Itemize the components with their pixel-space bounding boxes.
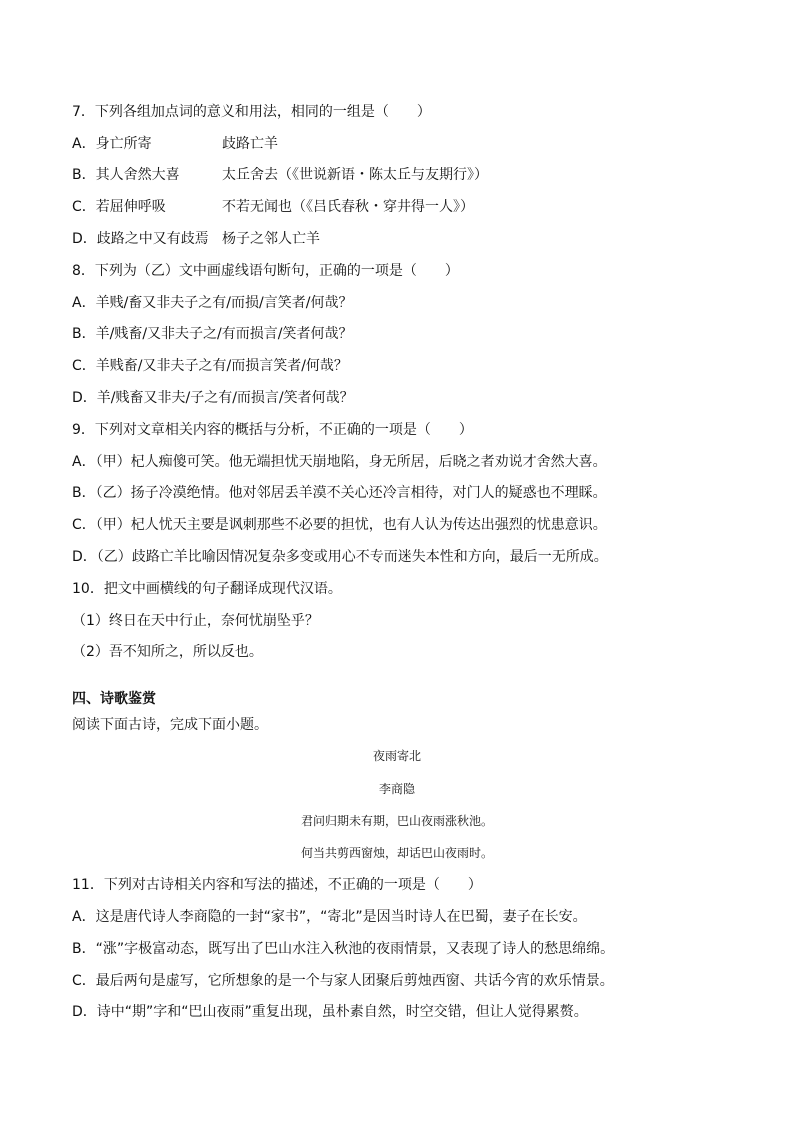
q7-option-d <box>72 230 672 248</box>
q7-option-c-pair: 不若无闻也（《吕氏春秋・穿井得一人》） <box>222 199 474 215</box>
q7-option-b <box>72 166 672 184</box>
q8-option-d: D．羊/贱畜又非夫/子之有/而损言/笑者何哉？ <box>72 390 354 406</box>
q8-stem: 8．下列为（乙）文中画虚线语句断句，正确的一项是（ ） <box>72 263 459 279</box>
q11-option-b: B．“涨”字极富动态，既写出了巴山水注入秋池的夜雨情景，又表现了诗人的愁思绵绵。 <box>72 941 615 957</box>
poem-title: 夜雨寄北 <box>372 749 421 763</box>
q7-option-a-label: A．身亡所寄 <box>72 136 152 152</box>
poem-line-2: 何当共剪西窗烛，却话巴山夜雨时。 <box>300 846 493 860</box>
q7-option-b-label: B．其人舍然大喜 <box>72 167 180 183</box>
q8-option-b: B．羊/贱畜/又非夫子之/有而损言/笑者何哉？ <box>72 326 353 342</box>
q7-option-d-label: D．歧路之中又有歧焉 <box>72 231 209 247</box>
q10-item-2: （2）吾不知所之，所以反也。 <box>72 644 263 660</box>
q11-stem: 11．下列对古诗相关内容和写法的描述，不正确的一项是（ ） <box>72 877 482 893</box>
q7-option-a-pair: 歧路亡羊 <box>222 136 278 152</box>
poem-author: 李商隐 <box>378 782 415 796</box>
q7-option-c-label: C．若屈伸呼吸 <box>72 199 166 215</box>
q9-option-c: C．（甲）杞人忧天主要是讽刺那些不必要的担忧，也有人认为传达出强烈的忧患意识。 <box>72 517 607 533</box>
q7-option-b-pair: 太丘舍去（《世说新语・陈太丘与友期行》） <box>222 167 488 183</box>
q7-option-c <box>72 198 672 216</box>
poem-line-1: 君问归期未有期，巴山夜雨涨秋池。 <box>300 814 493 828</box>
q8-option-c: C．羊贱畜/又非夫子之有/而损言笑者/何哉？ <box>72 358 348 374</box>
q11-option-a: A．这是唐代诗人李商隐的一封“家书”，“寄北”是因当时诗人在巴蜀，妻子在长安。 <box>72 909 587 925</box>
q10-stem: 10．把文中画横线的句子翻译成现代汉语。 <box>72 581 342 597</box>
q7-option-d-pair: 杨子之邻人亡羊 <box>222 231 320 247</box>
q10-item-1: （1）终日在天中行止，奈何忧崩坠乎？ <box>72 613 319 629</box>
q9-stem: 9．下列对文章相关内容的概括与分析，不正确的一项是（ ） <box>72 422 473 438</box>
q9-option-a: A．（甲）杞人痴傻可笑。他无端担忧天崩地陷，身无所居，后晓之者劝说才舍然大喜。 <box>72 454 607 470</box>
q9-option-d: D．（乙）歧路亡羊比喻因情况复杂多变或用心不专而迷失本性和方向，最后一无所成。 <box>72 549 608 565</box>
q7-option-a <box>72 135 672 153</box>
q11-option-d: D．诗中“期”字和“巴山夜雨”重复出现，虽朴素自然，时空交错，但让人觉得累赘。 <box>72 1004 588 1020</box>
section-title: 四、诗歌鉴赏 <box>72 691 156 707</box>
q8-option-a: A．羊贱/畜又非夫子之有/而损/言笑者/何哉？ <box>72 295 353 311</box>
q9-option-b: B．（乙）扬子冷漠绝情。他对邻居丢羊漠不关心还冷言相待，对门人的疑惑也不理睬。 <box>72 485 607 501</box>
q11-option-c: C．最后两句是虚写，它所想象的是一个与家人团聚后剪烛西窗、共话今宵的欢乐情景。 <box>72 973 614 989</box>
section-instruction: 阅读下面古诗，完成下面小题。 <box>72 717 268 733</box>
q7-stem: 7．下列各组加点词的意义和用法，相同的一组是（ ） <box>72 104 431 120</box>
